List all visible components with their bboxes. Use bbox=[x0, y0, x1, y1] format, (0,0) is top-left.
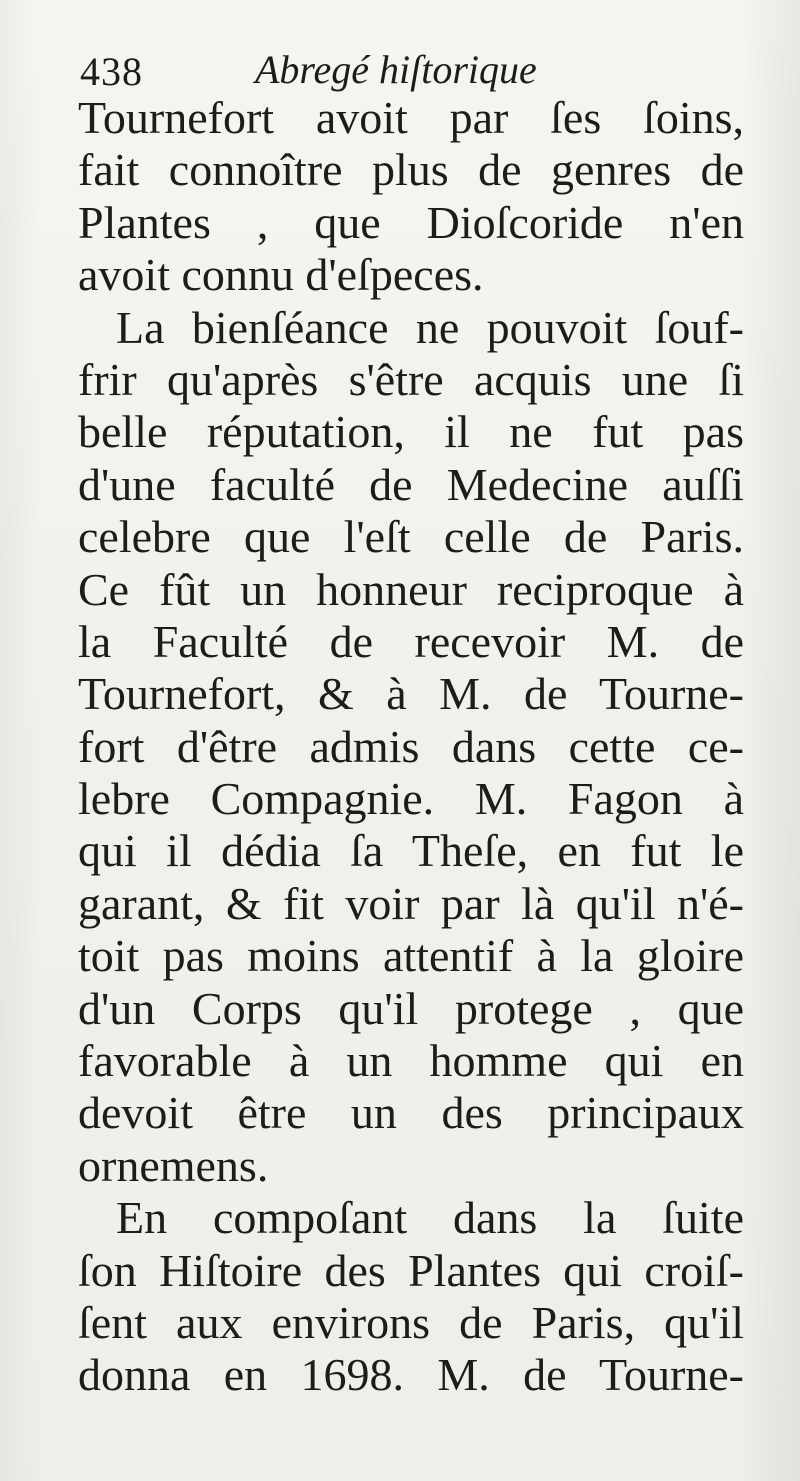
text-line: avoit connu d'eſpeces. bbox=[78, 249, 484, 301]
text-line: lebre Compagnie. M. Fagon à bbox=[78, 773, 744, 825]
text-line: qui il dédia ſa Theſe, en fut le bbox=[78, 825, 744, 877]
text-line: Tournefort, & à M. de Tourne- bbox=[78, 668, 744, 720]
text-line: Ce fût un honneur reciproque à bbox=[78, 563, 744, 615]
text-line: Plantes , que Dioſcoride n'en bbox=[78, 196, 744, 248]
text-line: favorable à un homme qui en bbox=[78, 1035, 744, 1087]
text-line: toit pas moins attentif à la gloire bbox=[78, 930, 744, 982]
text-line: donna en 1698. M. de Tourne- bbox=[78, 1349, 744, 1401]
text-line: garant, & fit voir par là qu'il n'é- bbox=[78, 877, 744, 929]
text-line: fort d'être admis dans cette ce- bbox=[78, 720, 744, 772]
text-line: la Faculté de recevoir M. de bbox=[78, 615, 744, 667]
body-text bbox=[78, 92, 744, 1402]
text-line: En compoſant dans la ſuite bbox=[116, 1192, 744, 1244]
text-line: ornemens. bbox=[78, 1139, 269, 1191]
text-line: devoit être un des principaux bbox=[78, 1087, 744, 1139]
text-line: La bienſéance ne pouvoit ſouf- bbox=[116, 301, 744, 353]
text-line: ſon Hiſtoire des Plantes qui croiſ- bbox=[78, 1244, 744, 1296]
page-number: 438 bbox=[80, 49, 143, 94]
text-line: belle réputation, il ne fut pas bbox=[78, 406, 744, 458]
text-line: frir qu'après s'être acquis une ſi bbox=[78, 353, 744, 405]
text-line: d'une faculté de Medecine auſſi bbox=[78, 458, 744, 510]
text-line: Tournefort avoit par ſes ſoins, bbox=[78, 92, 744, 143]
running-head: Abregé hiſtorique bbox=[255, 47, 537, 92]
text-line: d'un Corps qu'il protege , que bbox=[78, 982, 744, 1034]
page-header bbox=[80, 42, 740, 94]
text-line: ſent aux environs de Paris, qu'il bbox=[78, 1296, 744, 1348]
text-line: fait connoître plus de genres de bbox=[78, 144, 744, 196]
text-line: celebre que l'eſt celle de Paris. bbox=[78, 511, 744, 563]
